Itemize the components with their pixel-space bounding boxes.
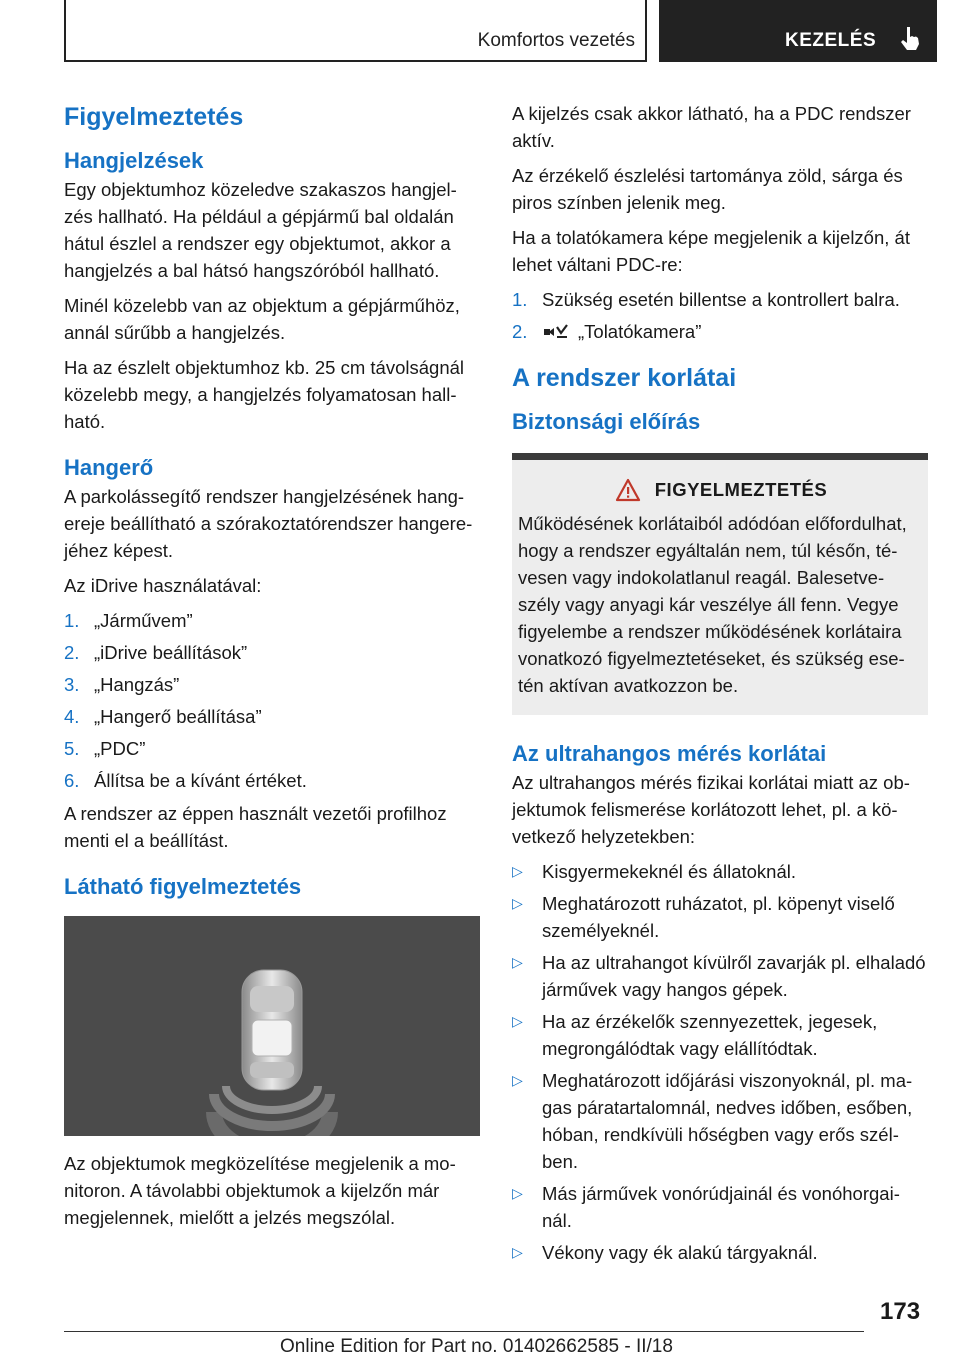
paragraph: Az ultrahangos mérés fizikai korlátai miatt az ob- jektumok felismerése korlátozott lehet, pl. a kö- vetkező helyzetekben: xyxy=(512,772,910,847)
footer-edition: Online Edition for Part no. 01402662585 - II/18 xyxy=(280,1336,673,1357)
header-section-title: Komfortos vezetés xyxy=(477,30,635,51)
car-sensor-illustration xyxy=(64,916,480,1136)
bullet-triangle-icon: ▷ xyxy=(512,895,523,911)
header-chapter-box xyxy=(659,0,937,62)
subheading-volume: Hangerő xyxy=(64,455,154,480)
paragraph: Egy objektumhoz közeledve szakaszos hangjel- zés hallható. Ha például a gépjármű bal oldalán hátul észlel a rendszer egy objektumot, akkor a hangjelzés a bal hátsó hangszóróból hallható. xyxy=(64,179,457,281)
list-item: 2. „Tolatókamera” xyxy=(512,321,702,342)
list-item: 1. „Járművem” xyxy=(64,610,193,631)
section-title-warning: Figyelmeztetés xyxy=(64,103,244,131)
subheading-ultrasonic-limits: Az ultrahangos mérés korlátai xyxy=(512,741,827,766)
paragraph: A rendszer az éppen használt vezetői profilhoz menti el a beállítást. xyxy=(64,803,447,851)
paragraph: Minél közelebb van az objektum a gépjárműhöz, annál sűrűbb a hangjelzés. xyxy=(64,295,460,343)
list-item: ▷ Vékony vagy ék alakú tárgyaknál. xyxy=(512,1239,928,1266)
subheading-visible-warning: Látható figyelmeztetés xyxy=(64,874,302,899)
list-item: 6. Állítsa be a kívánt értéket. xyxy=(64,770,307,791)
hand-pointer-icon xyxy=(897,24,925,52)
list-item: ▷ Meghatározott ruházatot, pl. köpenyt viselő személyeknél. xyxy=(512,890,928,944)
warning-box xyxy=(512,453,928,715)
left-column xyxy=(64,100,482,1239)
bullet-triangle-icon: ▷ xyxy=(512,1185,523,1201)
reverse-camera-icon xyxy=(542,323,570,341)
list-item: 3. „Hangzás” xyxy=(64,674,180,695)
header-chapter-title: KEZELÉS xyxy=(785,30,877,51)
paragraph: Az objektumok megközelítése megjelenik a mo- nitoron. A távolabbi objektumok a kijelzőn már megjelennek, mielőtt a jelzés megszólal. xyxy=(64,1153,456,1228)
paragraph: Az érzékelő észlelési tartománya zöld, sárga és piros színben jelenik meg. xyxy=(512,165,903,213)
pdc-display-illustration xyxy=(64,916,480,1136)
camera-steps-list xyxy=(512,286,928,345)
list-item: 4. „Hangerő beállítása” xyxy=(64,706,262,727)
subheading-sound: Hangjelzések xyxy=(64,148,204,173)
page-number: 173 xyxy=(880,1298,921,1325)
warning-triangle-icon xyxy=(615,478,641,502)
warning-title: FIGYELMEZTETÉS xyxy=(654,479,828,500)
bullet-triangle-icon: ▷ xyxy=(512,1072,523,1088)
limitations-list xyxy=(512,858,928,1266)
bullet-triangle-icon: ▷ xyxy=(512,1013,523,1029)
bullet-triangle-icon: ▷ xyxy=(512,863,523,879)
bullet-triangle-icon: ▷ xyxy=(512,1244,523,1260)
list-item: 5. „PDC” xyxy=(64,738,146,759)
paragraph: Ha az észlelt objektumhoz kb. 25 cm távolságnál közelebb megy, a hangjelzés folyamatosan hall- ható. xyxy=(64,357,465,432)
list-item: 2. „iDrive beállítások” xyxy=(64,642,248,663)
list-item: 1. Szükség esetén billentse a kontrollert balra. xyxy=(512,289,900,310)
list-item: ▷ Ha az ultrahangot kívülről zavarják pl. elhaladó járművek vagy hangos gépek. xyxy=(512,949,928,1003)
warning-text: Működésének korlátaiból adódóan előfordulhat, hogy a rendszer egyáltalán nem, túl későn, té- vesen vagy indokolatlanul reagál. Balesetve- szély vagy anyagi kár veszélye áll fenn. Vegye figyelembe a rendszer működésének korlátaira vonatkozó figyelmeztetéseket, és szükség ese- tén aktívan avatkozzon be. xyxy=(518,513,907,696)
volume-steps-list xyxy=(64,607,482,794)
right-column xyxy=(512,100,928,1272)
paragraph: A kijelzés csak akkor látható, ha a PDC rendszer aktív. xyxy=(512,103,911,151)
paragraph: Az iDrive használatával: xyxy=(64,575,262,596)
header-section-box xyxy=(64,0,647,62)
list-item: ▷ Más járművek vonórúdjainál és vonóhorgai- nál. xyxy=(512,1180,928,1234)
bullet-triangle-icon: ▷ xyxy=(512,954,523,970)
footer-divider xyxy=(64,1331,864,1332)
subheading-safety: Biztonsági előírás xyxy=(512,409,701,434)
list-item: ▷ Kisgyermekeknél és állatoknál. xyxy=(512,858,928,885)
paragraph: Ha a tolatókamera képe megjelenik a kijelzőn, át lehet váltani PDC-re: xyxy=(512,227,910,275)
list-item: ▷ Meghatározott időjárási viszonyoknál, pl. ma- gas páratartalomnál, nedves időben, esőben, hóban, rendkívüli hőségben vagy erős szél- ben. xyxy=(512,1067,928,1175)
section-title-limits: A rendszer korlátai xyxy=(512,364,737,392)
paragraph: A parkolássegítő rendszer hangjelzésének hang- ereje beállítható a szórakoztatórendszer hangere- jéhez képest. xyxy=(64,486,473,561)
list-item: ▷ Ha az érzékelők szennyezettek, jegesek, megrongálódtak vagy elállítódtak. xyxy=(512,1008,928,1062)
